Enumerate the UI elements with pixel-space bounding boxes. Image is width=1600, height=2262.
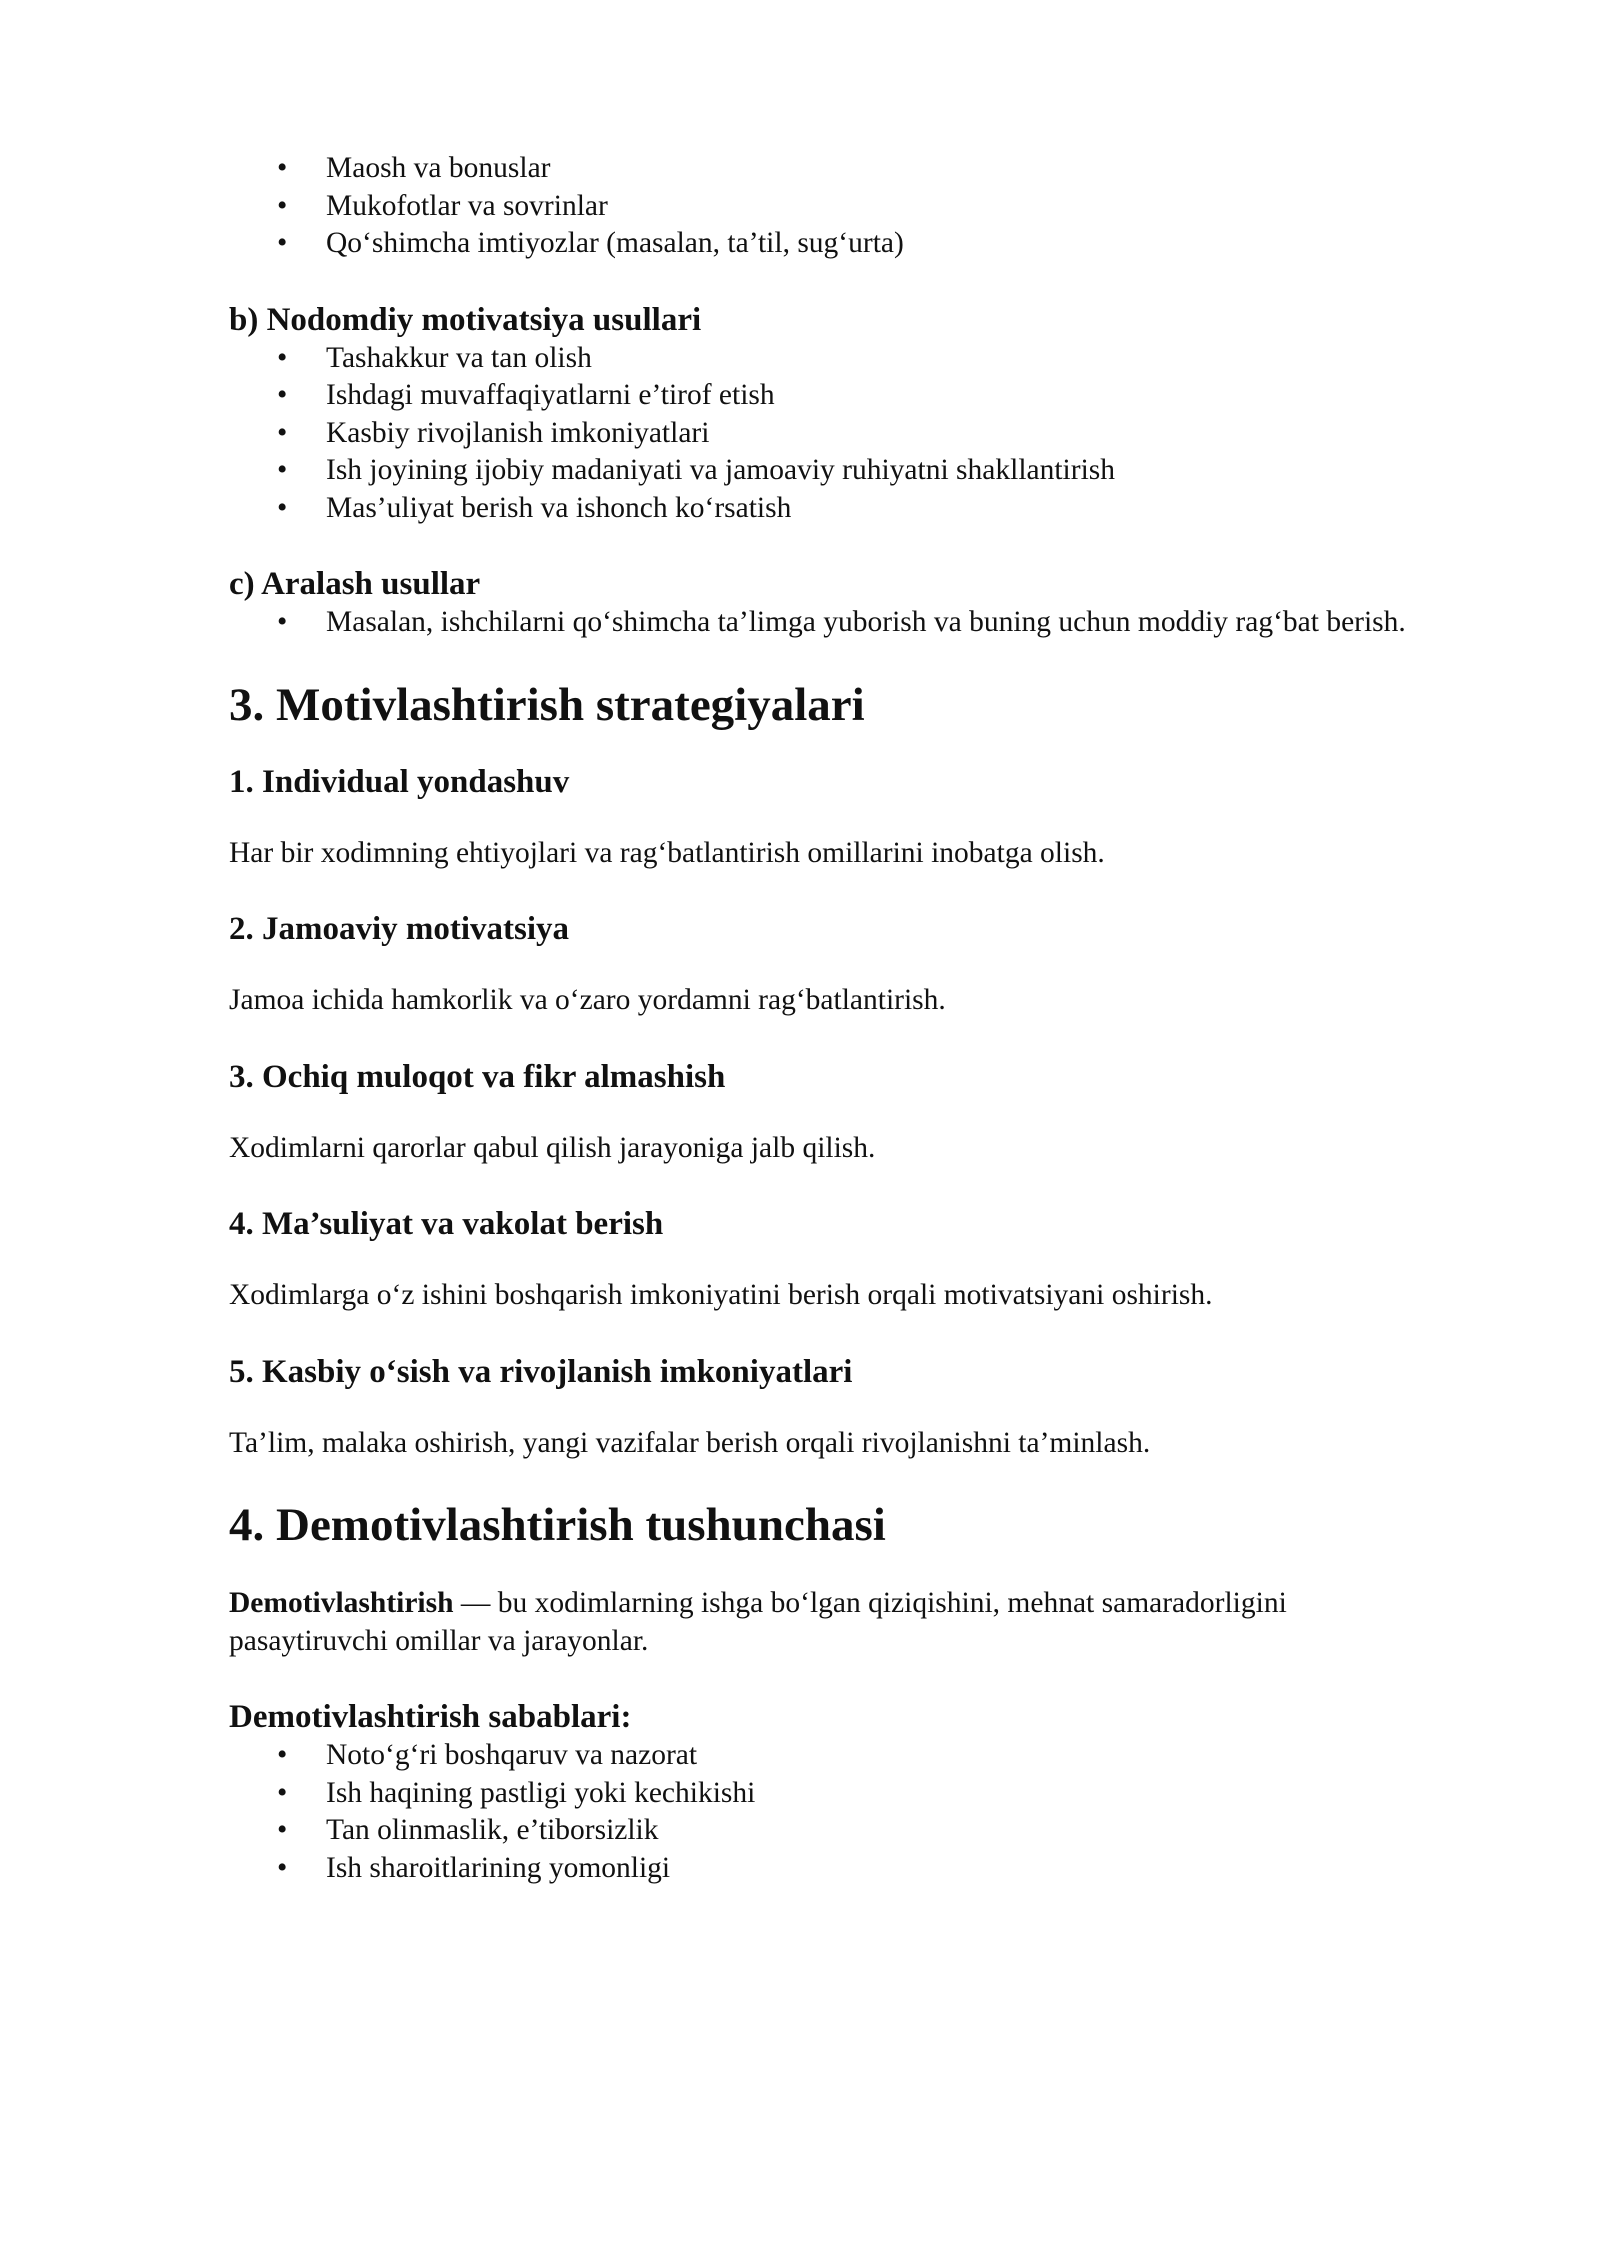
list-item: • Masalan, ishchilarni qo‘shimcha ta’limga yuborish va buning uchun moddiy rag‘bat berish. <box>326 604 1416 642</box>
bullet-icon: • <box>277 454 288 486</box>
list-item: • Noto‘g‘ri boshqaruv va nazorat <box>326 1737 1419 1775</box>
strategy-3-text: Xodimlarni qarorlar qabul qilish jarayoniga jalb qilish. <box>229 1131 876 1164</box>
strategy-5-heading: 5. Kasbiy o‘sish va rivojlanish imkoniyatlari <box>229 1353 853 1390</box>
list-item: • Maosh va bonuslar <box>326 150 1419 188</box>
bullet-icon: • <box>277 1776 288 1809</box>
list-item: • Mukofotlar va sovrinlar <box>326 188 1419 226</box>
strategy-3-heading: 3. Ochiq muloqot va fikr almashish <box>229 1058 726 1095</box>
bullet-icon: • <box>277 341 288 374</box>
mixed-methods-list <box>229 604 1419 642</box>
list-item: • Ish sharoitlarining yomonligi <box>326 1850 1419 1888</box>
bullet-icon: • <box>277 416 288 449</box>
definition-term: Demotivlashtirish <box>229 1587 454 1619</box>
bullet-icon: • <box>277 189 288 222</box>
list-item: • Ishdagi muvaffaqiyatlarni e’tirof etish <box>326 377 1419 415</box>
demotivation-causes-list <box>229 1737 1419 1887</box>
non-material-motivation-list <box>229 340 1419 528</box>
bullet-icon: • <box>277 227 288 259</box>
bullet-icon: • <box>277 491 288 524</box>
bullet-icon: • <box>277 1851 288 1884</box>
definition-text: — bu xodimlarning ishga bo‘lgan qiziqishini, mehnat samaradorligini pasaytiruvchi omillar va jarayonlar. <box>229 1587 1287 1657</box>
bullet-icon: • <box>277 379 288 411</box>
strategy-4-heading: 4. Ma’suliyat va vakolat berish <box>229 1206 664 1242</box>
section-3-heading: 3. Motivlashtirish strategiyalari <box>229 678 865 731</box>
strategy-1-heading: 1. Individual yondashuv <box>229 763 570 800</box>
bullet-icon: • <box>277 1739 288 1771</box>
bullet-icon: • <box>277 152 288 184</box>
section-c-heading: c) Aralash usullar <box>229 566 481 602</box>
strategy-2-heading: 2. Jamoaviy motivatsiya <box>229 911 570 947</box>
section-b-heading: b) Nodomdiy motivatsiya usullari <box>229 301 702 338</box>
material-motivation-list <box>229 150 1419 263</box>
strategy-4-text: Xodimlarga o‘z ishini boshqarish imkoniyatini berish orqali motivatsiyani oshirish. <box>229 1279 1213 1311</box>
document-page <box>229 150 1419 1887</box>
section-4-heading: 4. Demotivlashtirish tushunchasi <box>229 1499 886 1551</box>
strategy-2-text: Jamoa ichida hamkorlik va o‘zaro yordamni rag‘batlantirish. <box>229 984 946 1016</box>
bullet-icon: • <box>277 606 288 638</box>
list-item: • Ish joyining ijobiy madaniyati va jamoaviy ruhiyatni shakllantirish <box>326 452 1419 490</box>
list-item: • Kasbiy rivojlanish imkoniyatlari <box>326 415 1419 453</box>
list-item: • Tashakkur va tan olish <box>326 340 1419 378</box>
list-item: • Qo‘shimcha imtiyozlar (masalan, ta’til, sug‘urta) <box>326 225 1419 263</box>
list-item: • Ish haqining pastligi yoki kechikishi <box>326 1775 1419 1813</box>
demotivation-definition <box>229 1585 1419 1660</box>
list-item: • Tan olinmaslik, e’tiborsizlik <box>326 1812 1419 1850</box>
list-item: • Mas’uliyat berish va ishonch ko‘rsatish <box>326 490 1419 528</box>
strategy-5-text: Ta’lim, malaka oshirish, yangi vazifalar berish orqali rivojlanishni ta’minlash. <box>229 1426 1151 1459</box>
strategy-1-text: Har bir xodimning ehtiyojlari va rag‘batlantirish omillarini inobatga olish. <box>229 836 1105 869</box>
bullet-icon: • <box>277 1814 288 1846</box>
demotivation-causes-heading: Demotivlashtirish sabablari: <box>229 1699 632 1735</box>
